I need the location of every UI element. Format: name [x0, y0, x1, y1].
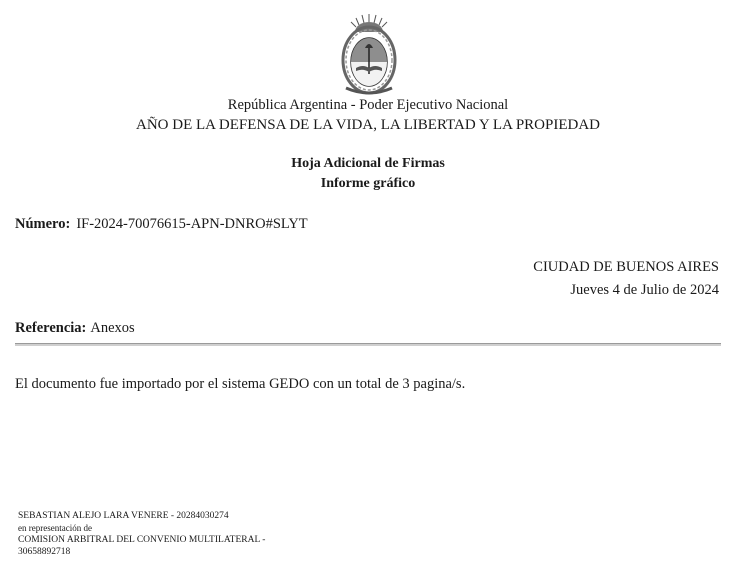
date-line: Jueves 4 de Julio de 2024 — [570, 282, 719, 298]
referencia-value: Anexos — [90, 320, 135, 336]
header-country-line: República Argentina - Poder Ejecutivo Nacional — [227, 97, 509, 113]
numero-label: Número: — [15, 216, 71, 232]
signer-name: SEBASTIAN ALEJO LARA VENERE - 20284030274 — [18, 511, 229, 521]
divider — [15, 343, 721, 346]
numero-field — [15, 215, 308, 233]
body-text: El documento fue importado por el sistema GEDO con un total de 3 pagina/s. — [15, 376, 466, 392]
signer-role: en representación de — [18, 523, 92, 533]
referencia-field — [15, 319, 135, 337]
referencia-label: Referencia: — [15, 320, 87, 336]
city-line: CIUDAD DE BUENOS AIRES — [533, 259, 719, 275]
header-motto: AÑO DE LA DEFENSA DE LA VIDA, LA LIBERTAD Y LA PROPIEDAD — [135, 117, 600, 133]
signer-entity-id: 30658892718 — [18, 547, 71, 557]
document-subtitle: Informe gráfico — [320, 176, 416, 191]
argentina-coat-of-arms-icon — [338, 12, 400, 98]
signature-block — [18, 510, 265, 558]
numero-value: IF-2024-70076615-APN-DNRO#SLYT — [76, 216, 308, 232]
document-title: Hoja Adicional de Firmas — [291, 156, 445, 171]
signer-entity: COMISION ARBITRAL DEL CONVENIO MULTILATERAL - — [18, 535, 266, 545]
